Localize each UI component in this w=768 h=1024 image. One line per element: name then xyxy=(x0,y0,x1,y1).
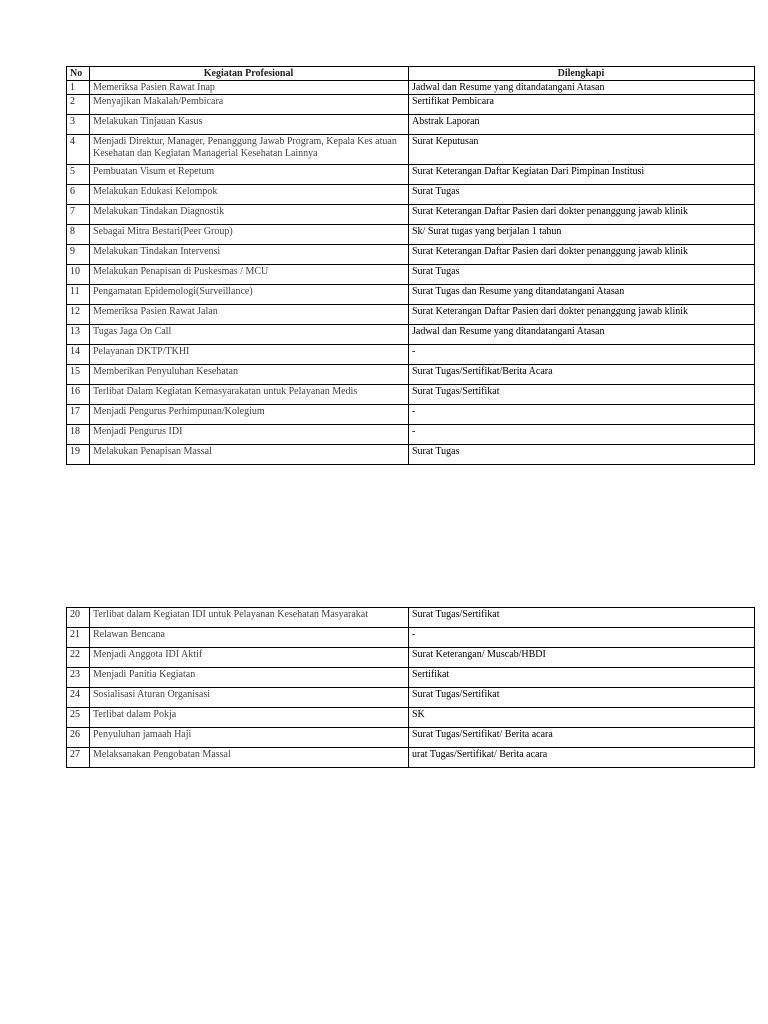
row-number: 22 xyxy=(67,648,90,668)
requirement-cell: Sk/ Surat tugas yang berjalan 1 tahun xyxy=(409,225,755,245)
requirement-cell: Surat Tugas xyxy=(409,445,755,465)
activity-cell: Tugas Jaga On Call xyxy=(90,325,409,345)
requirement-cell: Sertifikat Pembicara xyxy=(409,95,755,115)
requirement-cell: Surat Keterangan Daftar Pasien dari dokter penanggung jawab klinik xyxy=(409,305,755,325)
table-row xyxy=(67,668,755,688)
activity-cell: Melakukan Tinjauan Kasus xyxy=(90,115,409,135)
requirement-cell: - xyxy=(409,345,755,365)
activity-cell: Terlibat Dalam Kegiatan Kemasyarakatan untuk Pelayanan Medis xyxy=(90,385,409,405)
row-number: 6 xyxy=(67,185,90,205)
table-row xyxy=(67,135,755,165)
row-number: 8 xyxy=(67,225,90,245)
requirement-cell: Surat Tugas/Sertifikat xyxy=(409,385,755,405)
requirement-cell: - xyxy=(409,405,755,425)
requirement-cell: Abstrak Laporan xyxy=(409,115,755,135)
row-number: 19 xyxy=(67,445,90,465)
header-no: No xyxy=(67,67,90,81)
table-row xyxy=(67,648,755,668)
row-number: 1 xyxy=(67,81,90,95)
activity-cell: Melakukan Penapisan di Puskesmas / MCU xyxy=(90,265,409,285)
activity-cell: Menyajikan Makalah/Pembicara xyxy=(90,95,409,115)
table-row xyxy=(67,305,755,325)
activity-cell: Menjadi Anggota IDI Aktif xyxy=(90,648,409,668)
row-number: 14 xyxy=(67,345,90,365)
requirement-cell: Jadwal dan Resume yang ditandatangani Atasan xyxy=(409,325,755,345)
row-number: 20 xyxy=(67,608,90,628)
table-row xyxy=(67,405,755,425)
row-number: 13 xyxy=(67,325,90,345)
table-row xyxy=(67,728,755,748)
activity-cell: Terlibat dalam Pokja xyxy=(90,708,409,728)
table-row xyxy=(67,165,755,185)
row-number: 25 xyxy=(67,708,90,728)
activity-cell: Menjadi Pengurus Perhimpunan/Kolegium xyxy=(90,405,409,425)
row-number: 21 xyxy=(67,628,90,648)
activity-cell: Menjadi Direktur, Manager, Penanggung Jawab Program, Kepala Kes atuan Kesehatan dan Kegiatan Managerial Kesehatan Lainnya xyxy=(90,135,409,165)
table-row xyxy=(67,225,755,245)
table-row xyxy=(67,628,755,648)
activity-cell: Relawan Bencana xyxy=(90,628,409,648)
header-kegiatan: Kegiatan Profesional xyxy=(90,67,409,81)
row-number: 17 xyxy=(67,405,90,425)
activity-cell: Terlibat dalam Kegiatan IDI untuk Pelayanan Kesehatan Masyarakat xyxy=(90,608,409,628)
table-row xyxy=(67,285,755,305)
activity-cell: Menjadi Panitia Kegiatan xyxy=(90,668,409,688)
requirement-cell: Surat Keputusan xyxy=(409,135,755,165)
table-row xyxy=(67,708,755,728)
activity-cell: Melakukan Penapisan Massal xyxy=(90,445,409,465)
requirement-cell: Surat Keterangan Daftar Pasien dari dokter penanggung jawab klinik xyxy=(409,205,755,225)
requirement-cell: Surat Tugas/Sertifikat xyxy=(409,688,755,708)
row-number: 15 xyxy=(67,365,90,385)
table-row xyxy=(67,245,755,265)
activities-table-part-1 xyxy=(66,66,755,465)
table-row xyxy=(67,325,755,345)
row-number: 9 xyxy=(67,245,90,265)
requirement-cell: Surat Keterangan Daftar Kegiatan Dari Pimpinan Institusi xyxy=(409,165,755,185)
activity-cell: Melakukan Edukasi Kelompok xyxy=(90,185,409,205)
activity-cell: Pelayanan DKTP/TKHI xyxy=(90,345,409,365)
activity-cell: Penyuluhan jamaah Haji xyxy=(90,728,409,748)
activities-table-part-2 xyxy=(66,607,755,768)
row-number: 4 xyxy=(67,135,90,165)
row-number: 7 xyxy=(67,205,90,225)
requirement-cell: Jadwal dan Resume yang ditandatangani Atasan xyxy=(409,81,755,95)
table-row xyxy=(67,265,755,285)
requirement-cell: - xyxy=(409,425,755,445)
row-number: 18 xyxy=(67,425,90,445)
table-row xyxy=(67,688,755,708)
requirement-cell: Surat Keterangan Daftar Pasien dari dokter penanggung jawab klinik xyxy=(409,245,755,265)
requirement-cell: Sertifikat xyxy=(409,668,755,688)
activity-cell: Pembuatan Visum et Repetum xyxy=(90,165,409,185)
header-dilengkapi: Dilengkapi xyxy=(409,67,755,81)
table-row xyxy=(67,365,755,385)
requirement-cell: Surat Tugas/Sertifikat/ Berita acara xyxy=(409,728,755,748)
table-row xyxy=(67,115,755,135)
table-row xyxy=(67,385,755,405)
requirement-cell: Surat Tugas/Sertifikat xyxy=(409,608,755,628)
activity-cell: Melakukan Tindakan Diagnostik xyxy=(90,205,409,225)
table-row xyxy=(67,205,755,225)
requirement-cell: - xyxy=(409,628,755,648)
row-number: 5 xyxy=(67,165,90,185)
table-row xyxy=(67,185,755,205)
requirement-cell: Surat Tugas dan Resume yang ditandatangani Atasan xyxy=(409,285,755,305)
activity-cell: Memberikan Penyuluhan Kesehatan xyxy=(90,365,409,385)
requirement-cell: SK xyxy=(409,708,755,728)
activity-cell: Memeriksa Pasien Rawat Inap xyxy=(90,81,409,95)
table-row xyxy=(67,445,755,465)
table-header-row xyxy=(67,67,755,81)
activity-cell: Sosialisasi Aturan Organisasi xyxy=(90,688,409,708)
row-number: 27 xyxy=(67,748,90,768)
row-number: 23 xyxy=(67,668,90,688)
row-number: 11 xyxy=(67,285,90,305)
table-row xyxy=(67,81,755,95)
activity-cell: Melaksanakan Pengobatan Massal xyxy=(90,748,409,768)
row-number: 26 xyxy=(67,728,90,748)
activity-cell: Sebagai Mitra Bestari(Peer Group) xyxy=(90,225,409,245)
row-number: 12 xyxy=(67,305,90,325)
requirement-cell: Surat Tugas/Sertifikat/Berita Acara xyxy=(409,365,755,385)
row-number: 3 xyxy=(67,115,90,135)
table-row xyxy=(67,345,755,365)
requirement-cell: Surat Tugas xyxy=(409,265,755,285)
row-number: 10 xyxy=(67,265,90,285)
table-row xyxy=(67,95,755,115)
requirement-cell: urat Tugas/Sertifikat/ Berita acara xyxy=(409,748,755,768)
activity-cell: Menjadi Pengurus IDI xyxy=(90,425,409,445)
row-number: 2 xyxy=(67,95,90,115)
table-row xyxy=(67,425,755,445)
table-row xyxy=(67,748,755,768)
activity-cell: Melakukan Tindakan Intervensi xyxy=(90,245,409,265)
activity-cell: Pengamatan Epidemologi(Surveillance) xyxy=(90,285,409,305)
requirement-cell: Surat Keterangan/ Muscab/HBDI xyxy=(409,648,755,668)
requirement-cell: Surat Tugas xyxy=(409,185,755,205)
activity-cell: Memeriksa Pasien Rawat Jalan xyxy=(90,305,409,325)
table-row xyxy=(67,608,755,628)
row-number: 16 xyxy=(67,385,90,405)
row-number: 24 xyxy=(67,688,90,708)
